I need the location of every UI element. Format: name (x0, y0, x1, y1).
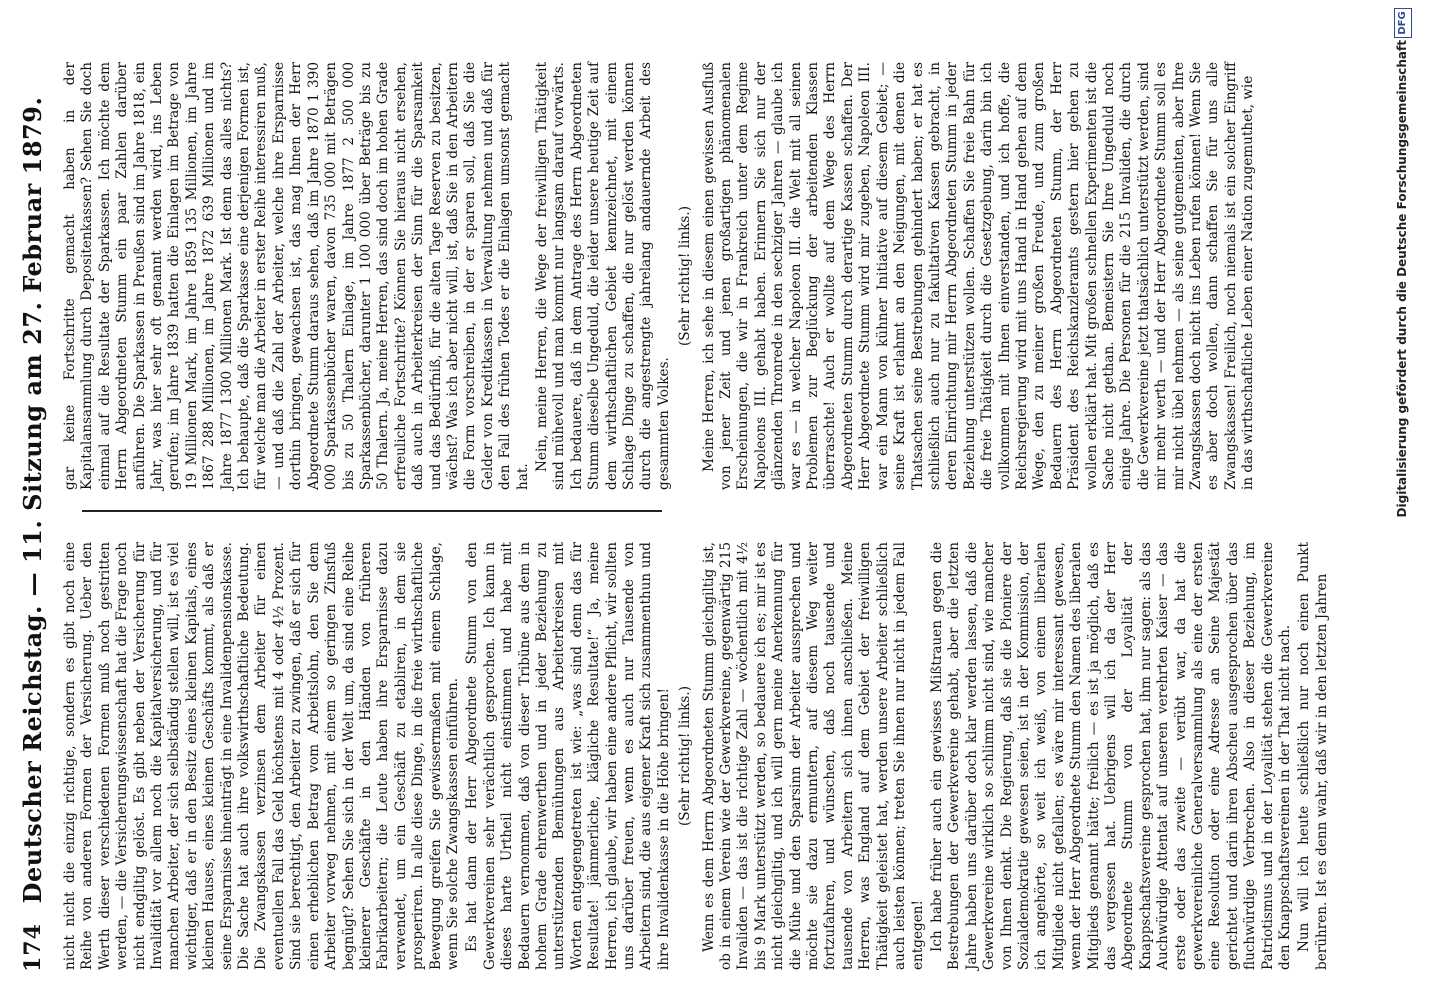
column-divider (82, 510, 662, 512)
paragraph: Es hat dann der Herr Abgeordnete Stumm von den Gewerkvereinen sehr verächtlich gesprochen. Ich kann in dieses harte Urtheil nicht einstimmen und habe mit Bedauern vernommen, daß von dieser Tribüne aus dem in hohem Grade ehrenwerthen und in jeder Beziehung zu unterstützenden Bemühungen aus Arbeiterkreisen mit Worten entgegengetreten ist wie: „was sind denn das für Resultate! jämmerliche, klägliche Resultate!“ Ja, meine Herren, ich glaube, wir haben eine andere Pflicht, wir sollten uns darüber freuen, wenn es auch nur Tausende von Arbeitern sind, die aus eigener Kraft sich zusammenthun und ihre Invalidenkasse in die Höhe bringen! (464, 542, 672, 970)
digitization-footer (1395, 0, 1425, 1000)
paragraph: Wenn es dem Herrn Abgeordneten Stumm gleichgiltig ist, ob in einem Verein wie der Gewerkvereine, gegenwärtig 215 Invaliden — das ist die richtige Zahl — wöchentlich mit 4½ bis 9 Mark unterstützt werden, so bedauere ich es; mir ist es nicht gleichgiltig, und ich will gern meine Anerkennung für die Mühe und den Sparsinn der Arbeiter aussprechen und möchte sie dazu ermuntern, auf diesem Weg weiter fortzufahren, und wünschen, daß noch tausende und tausende von Arbeitern sich ihnen anschließen. Meine Herren, was England auf dem Gebiet der freiwilligen Thätigkeit geleistet hat, werden unsere Arbeiter schließlich auch leisten können; treten Sie ihnen nur nicht in jedem Fall entgegen! (700, 542, 926, 970)
applause-note: (Sehr richtig! links.) (677, 685, 694, 827)
paragraph: Meine Herren, ich sehe in diesem einen gewissen Ausfluß von jener Zeit und jenen großartigen phänomenalen Erscheinungen, die wir in Frankreich unter dem Regime Napoleons III. gehabt haben. Erinnern Sie sich nur der glänzenden Thronrede in den sechziger Jahren — glaube ich war es — in welcher Napoleon III. die Welt mit all seinen Problemen zur Beglückung der arbeitenden Klassen überraschte! Auch er wollte auf dem Wege des Herrn Abgeordneten Stumm durch derartige Kassen schaffen. Der Herr Abgeordnete Stumm wird mir zugeben, Napoleon III. war ein Mann von kühner Initiative auf diesem Gebiet; — seine Kraft ist erlahmt an den Neigungen, mit denen die Thatsachen seine Bestrebungen gehindert haben; er hat es schließlich auch nur zu fakultativen Kassen gebracht, in deren Einrichtung mir Herrn Abgeordneten Stumm in jeder Beziehung unterstützen wollen. Schaffen Sie freie Bahn für die freie Thätigkeit durch die Gesetzgebung, darin bin ich vollkommen mit Ihnen einverstanden, und ich hoffe, die Reichsregierung wird mit uns Hand in Hand gehen auf dem Wege, den zu meiner großen Freude, und zum großen Bedauern des Herrn Abgeordneten Stumm, der Herr Präsident des Reichskanzleramts gestern hier gehen zu wollen erklärt hat. Mit großen schnellen Experimenten ist die Sache nicht gethan. Bemeistern Sie Ihre Ungeduld noch einige Jahre. Die Personen für die 215 Invaliden, die durch die Gewerkvereine jetzt thatsächlich unterstützt werden, sind mir mehr werth — und der Herr Abgeordnete Stumm soll es mir nicht übel nehmen — als seine gutgemeinten, aber Ihre Zwangskassen doch nicht ins Leben rufen können! Wenn Sie es aber doch wollen, dann schaffen Sie für uns alle Zwangskassen! Freilich, noch niemals ist ein solcher Eingriff in das wirthschaftliche Leben einer Nation zugemuthet, wie (700, 62, 1257, 490)
paragraph: nicht nicht die einzig richtige, sondern es gibt noch eine Reihe von anderen Formen der Versicherung. Ueber den Werth dieser verschiedenen Formen muß noch gestritten werden, — die Versicherungswissenschaft hat die Frage noch nicht endgiltig gelöst. Es gibt neben der Versicherung für Invalidität vor allem noch die Kapitalversicherung, und für manchen Arbeiter, der sich selbständig stellen will, ist es viel wichtiger, daß er in den Besitz eines kleinen Kapitals, eines kleinen Hauses, eines kleinen Geschäfts kommt, als daß er seine Ersparnisse hineinträgt in eine Invalidenpensionskasse. Die Sache hat auch ihre volkswirthschaftliche Bedeutung. Die Zwangskassen verzinsen dem Arbeiter für einen eventuellen Fall das Geld höchstens mit 4 oder 4½ Prozent. Sind sie berechtigt, den Arbeiter zu zwingen, daß er sich für einen erheblichen Betrag vom Arbeitslohn, den Sie dem Arbeiter vorweg nehmen, mit einem so geringen Zinsfuß begnügt? Sehen Sie sich in der Welt um, da sind eine Reihe kleinerer Geschäfte in den Händen von früheren Fabrikarbeitern; die Leute haben ihre Ersparnisse dazu verwendet, um ein Geschäft zu etabliren, in dem sie prosperiren. In alle diese Dinge, in die freie wirthschaftliche Bewegung greifen Sie gewissermaßen mit einem Schlage, wenn Sie solche Zwangskassen einführen. (62, 542, 461, 970)
page-number: 174 (20, 923, 46, 972)
paragraph: Nein, meine Herren, die Wege der freiwilligen Thätigkeit sind mühevoll und man kommt nur langsam darauf vorwärts. Ich bedauere, daß in dem Antrage des Herrn Abgeordneten Stumm dieselbe Ungeduld, die leider unsere heutige Zeit auf dem wirthschaftlichen Gebiet kennzeichnet, mit einem Schlage Dinge zu schaffen, die nur gelöst werden können durch die angestrengte jahrelang andauernde Arbeit des gesammten Volkes. (533, 62, 672, 490)
page-header (14, 28, 54, 972)
paragraph: Ich habe früher auch ein gewisses Mißtrauen gegen die Bestrebungen der Gewerkvereine gehabt, aber die letzten Jahre haben uns darüber doch klar werden lassen, daß die Gewerkvereine wirklich so schlimm nicht sind, wie mancher von Ihnen denkt. Die Regierung, daß sie die Pioniere der Sozialdemokratie gewesen seien, ist in der Kommission, der ich angehörte, so weit ich weiß, von einem liberalen Mitgliede nicht gefallen; es wäre mir interessant gewesen, wenn der Herr Abgeordnete Stumm den Namen des liberalen Mitglieds genannt hätte; freilich — es ist ja möglich, daß es das vergessen hat. Uebrigens will ich da der Herr Abgeordnete Stumm von der Loyalität der Knappschaftsvereine gesprochen hat, ihm nur sagen: als das Auchwürdige Attentat auf unseren verehrten Kaiser — das erste oder das zweite — verübt war, da hat die gewerkvereinliche Generalversammlung als eine der ersten eine Resolution oder eine Adresse an Seine Majestät gerichtet und darin ihren Abscheu ausgesprochen über das fluchwürdige Verbrechen. Also in dieser Beziehung, im Patriotismus und in der Loyalität stehen die Gewerkvereine den Knappschaftsvereinen in der That nicht nach. (928, 542, 1294, 970)
applause-note: (Sehr richtig! links.) (677, 205, 694, 347)
digitization-credit: Digitalisierung gefördert durch die Deutsche Forschungsgemeinschaft (1395, 40, 1409, 518)
paragraph: Nun will ich heute schließlich nur noch einen Punkt berühren. Ist es denn wahr, daß wir in den letzten Jahren (1296, 542, 1330, 970)
right-column (62, 62, 1257, 490)
running-head: Deutscher Reichstag. — 11. Sitzung am 27. Februar 1879. (18, 96, 47, 904)
left-column (62, 542, 1330, 970)
dfg-logo: DFG (1394, 8, 1412, 38)
paragraph: gar keine Fortschritte gemacht haben in der Kapitalansammlung durch Depositenkassen? Sehen Sie doch einmal auf die Resultate der Sparkassen. Ich möchte dem Herrn Abgeordneten Stumm ein paar Zahlen darüber anführen. Die Sparkassen in Preußen sind im Jahre 1818, ein Jahr, was hier sehr oft genannt werden wird, ins Leben gerufen; im Jahre 1839 hatten die Einlagen im Betrage von 19 Millionen Mark, im Jahre 1859 135 Millionen, im Jahre 1867 288 Millionen, im Jahre 1872 639 Millionen und im Jahre 1877 1300 Millionen Mark. Ist denn das alles nichts? Ich behaupte, daß die Sparkasse eine derjenigen Formen ist, für welche man die Arbeiter in erster Reihe interessiren muß, — und daß die Zahl der Arbeiter, welche ihre Ersparnisse dorthin bringen, gewachsen ist, das mag Ihnen der Herr Abgeordnete Stumm daraus sehen, daß im Jahre 1870 1 390 000 Sparkassenbücher waren, davon 735 000 mit Beträgen bis zu 50 Thalern Einlage, im Jahre 1877 2 500 000 Sparkassenbücher, darunter 1 100 000 über Beträge bis zu 50 Thalern. Ja, meine Herren, das sind doch im hohen Grade erfreuliche Fortschritte? Können Sie hieraus nicht ersehen, daß auch in Arbeiterkreisen der Sinn für die Sparsamkeit und das Bedürfniß, für die alten Tage Reserven zu besitzen, wächst? Was ich aber nicht will, ist, daß Sie in den Arbeitern die Form vorschreiben, in der er sparen soll, daß Sie die Gelder von Kreditkassen in Verwaltung nehmen und daß für den Fall des frühen Todes er die Einlagen umsonst gemacht hat. (62, 62, 531, 490)
